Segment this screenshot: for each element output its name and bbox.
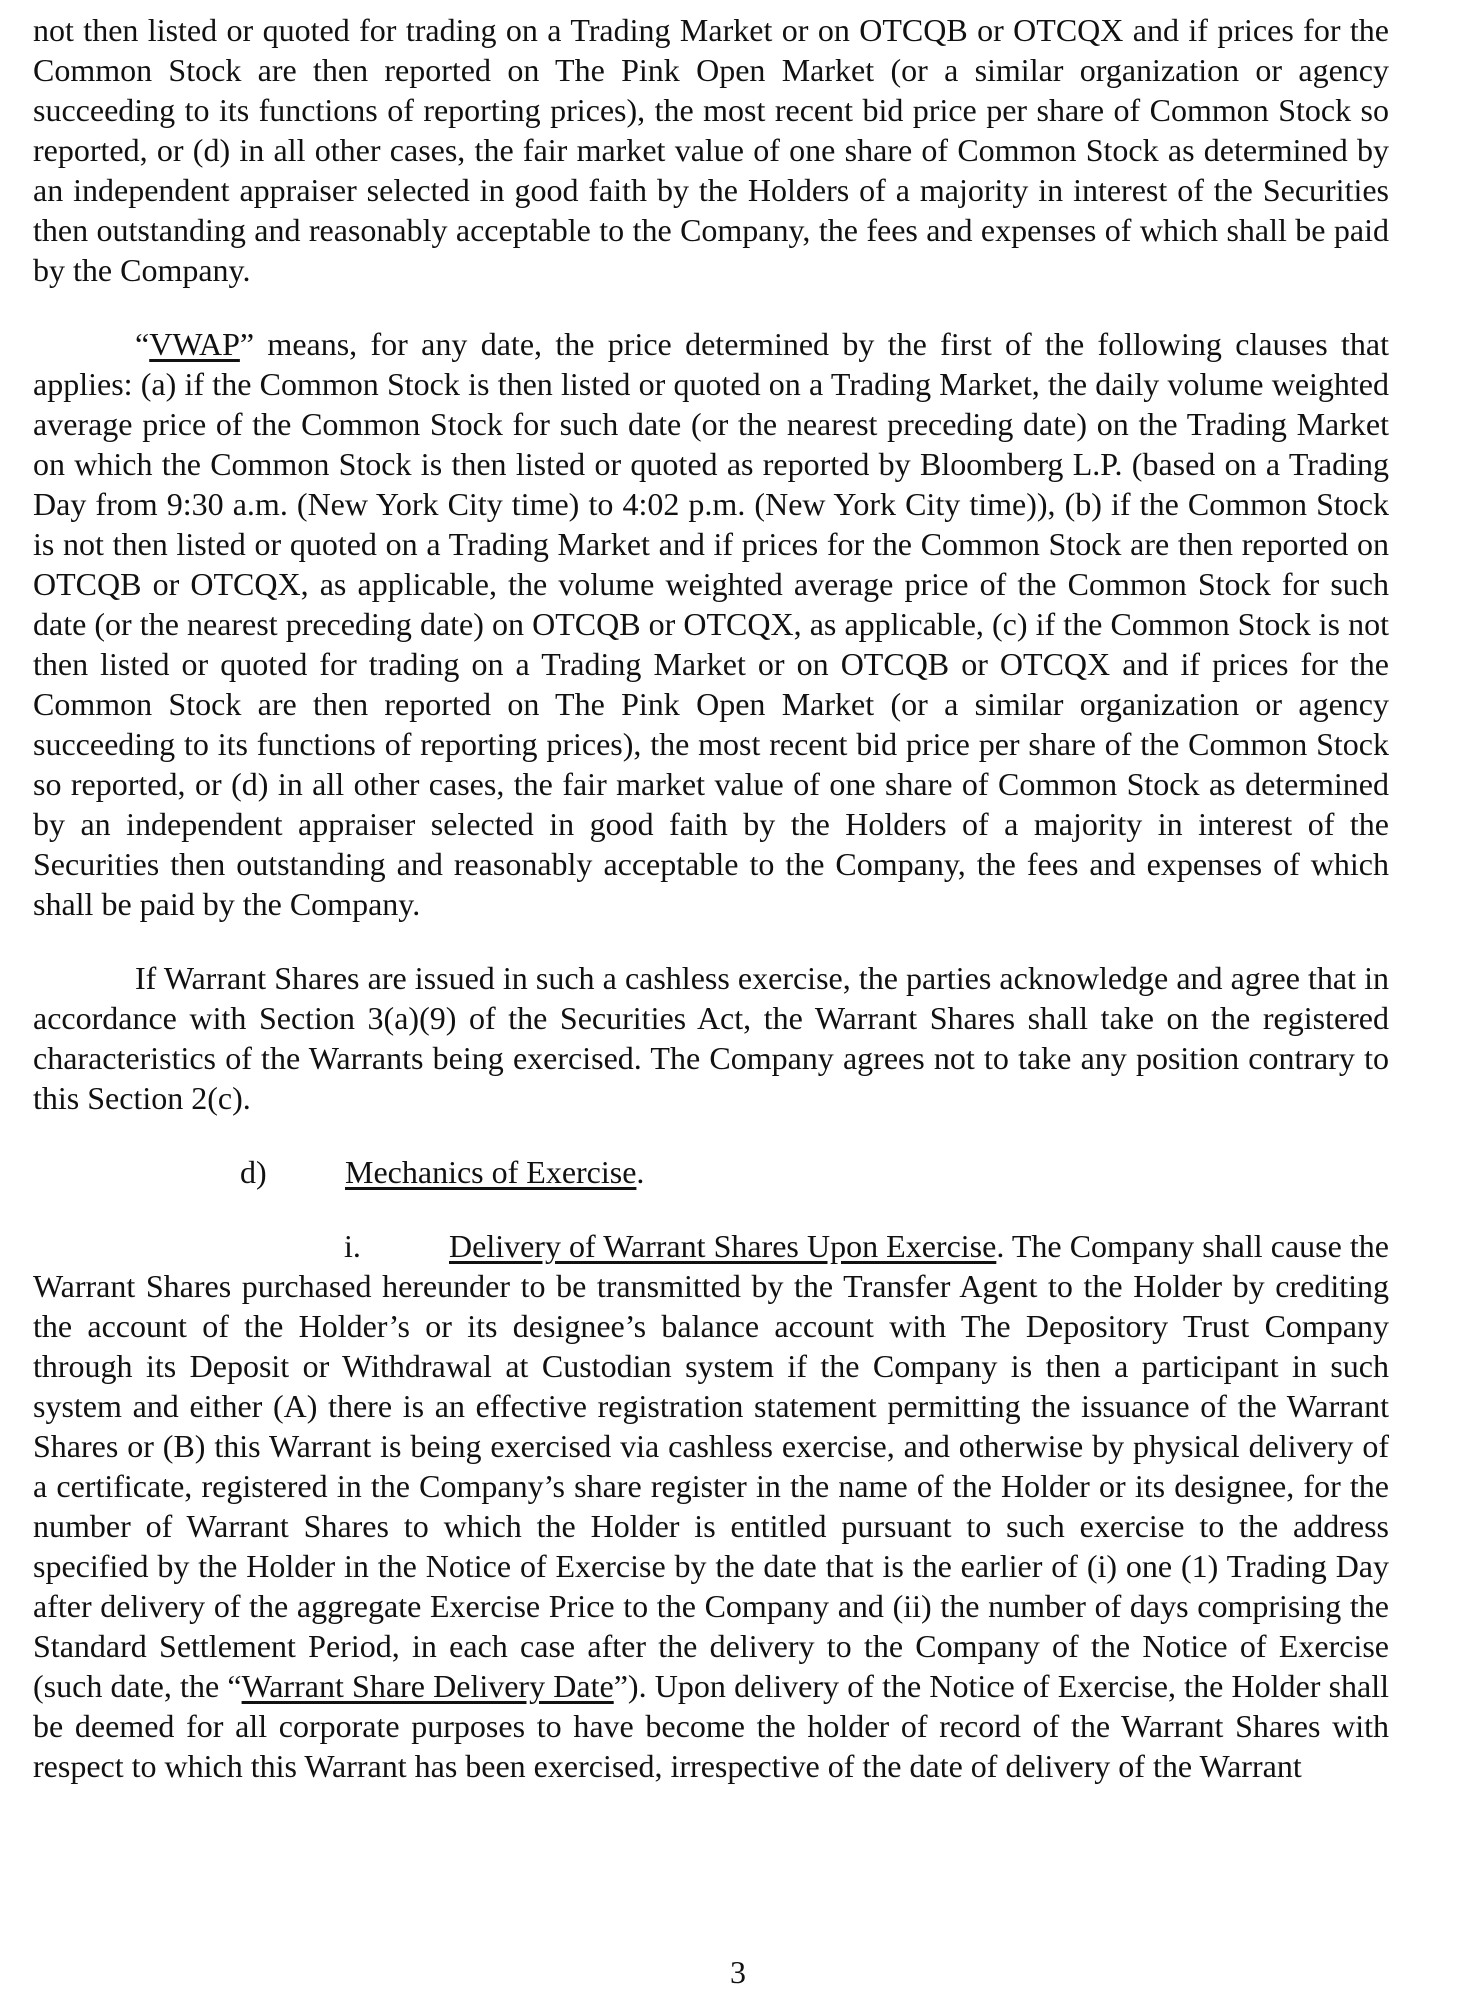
section-title-text: Mechanics of Exercise (345, 1154, 637, 1190)
section-title (345, 1152, 644, 1192)
item-body-before: . The Company shall cause the Warrant Shares purchased hereunder to be transmitted by the Transfer Agent to the Holder by crediting the account of the Holder’s or its designee’s balance account with The Depository Trust Company through its Deposit or Withdrawal at Custodian system if the Company is then a participant in such system and either (A) there is an effective registration statement permitting the issuance of the Warrant Shares or (B) this Warrant is being exercised via cashless exercise, and otherwise by physical delivery of a certificate, registered in the Company’s share register in the name of the Holder or its designee, for the number of Warrant Shares to which the Holder is entitled pursuant to such exercise to the address specified by the Holder in the Notice of Exercise by the date that is the earlier of (i) one (1) Trading Day after delivery of the aggregate Exercise Price to the Company and (ii) the number of days comprising the Standard Settlement Period, in each case after the delivery to the Company of the Notice of Exercise (such date, the “ (33, 1228, 1389, 1704)
defined-term-vwap: VWAP (149, 326, 240, 362)
item-title: Delivery of Warrant Shares Upon Exercise (449, 1228, 997, 1264)
vwap-definition-text: ” means, for any date, the price determined by the first of the following clauses that applies: (a) if the Common Stock is then listed or quoted on a Trading Market, the daily volume weighted average price of the Common Stock for such date (or the nearest preceding date) on the Trading Market on which the Common Stock is then listed or quoted as reported by Bloomberg L.P. (based on a Trading Day from 9:30 a.m. (New York City time) to 4:02 p.m. (New York City time)), (b) if the Common Stock is not then listed or quoted on a Trading Market and if prices for the Common Stock are then reported on OTCQB or OTCQX, as applicable, the volume weighted average price of the Common Stock for such date (or the nearest preceding date) on OTCQB or OTCQX, as applicable, (c) if the Common Stock is not then listed or quoted for trading on a Trading Market or on OTCQB or OTCQX and if prices for the Common Stock are then reported on The Pink Open Market (or a similar organization or agency succeeding to its functions of reporting prices), the most recent bid price per share of the Common Stock so reported, or (d) in all other cases, the fair market value of one share of Common Stock as determined by an independent appraiser selected in good faith by the Holders of a majority in interest of the Securities then outstanding and reasonably acceptable to the Company, the fees and expenses of which shall be paid by the Company. (33, 326, 1389, 922)
page-number: 3 (730, 1954, 746, 1990)
paragraph-cashless-exercise: If Warrant Shares are issued in such a cashless exercise, the parties acknowledge and agree that in accordance with Section 3(a)(9) of the Securities Act, the Warrant Shares shall take on the registered characteristics of the Warrants being exercised. The Company agrees not to take any position contrary to this Section 2(c). (33, 960, 1389, 1116)
paragraph-continuation: not then listed or quoted for trading on a Trading Market or on OTCQB or OTCQX and if prices for the Common Stock are then reported on The Pink Open Market (or a similar organization or agency succeeding to its functions of reporting prices), the most recent bid price per share of Common Stock so reported, or (d) in all other cases, the fair market value of one share of Common Stock as determined by an independent appraiser selected in good faith by the Holders of a majority in interest of the Securities then outstanding and reasonably acceptable to the Company, the fees and expenses of which shall be paid by the Company. (33, 12, 1389, 288)
section-title-period: . (636, 1154, 645, 1190)
paragraph-vwap-definition (33, 324, 1389, 924)
open-quote: “ (135, 326, 150, 362)
section-label: d) (240, 1154, 267, 1190)
document-page (33, 10, 1389, 1786)
item-numeral: i. (344, 1228, 361, 1264)
defined-term-delivery-date: Warrant Share Delivery Date (241, 1668, 614, 1704)
section-heading-d (33, 1152, 1389, 1192)
item-body-after: ”). Upon delivery of the Notice of Exercise, the Holder shall be deemed for all corporate purposes to have become the holder of record of the Warrant Shares with respect to which this Warrant has been exercised, irrespective of the date of delivery of the Warrant (33, 1668, 1390, 1784)
paragraph-delivery-of-warrant-shares (33, 1226, 1389, 1786)
